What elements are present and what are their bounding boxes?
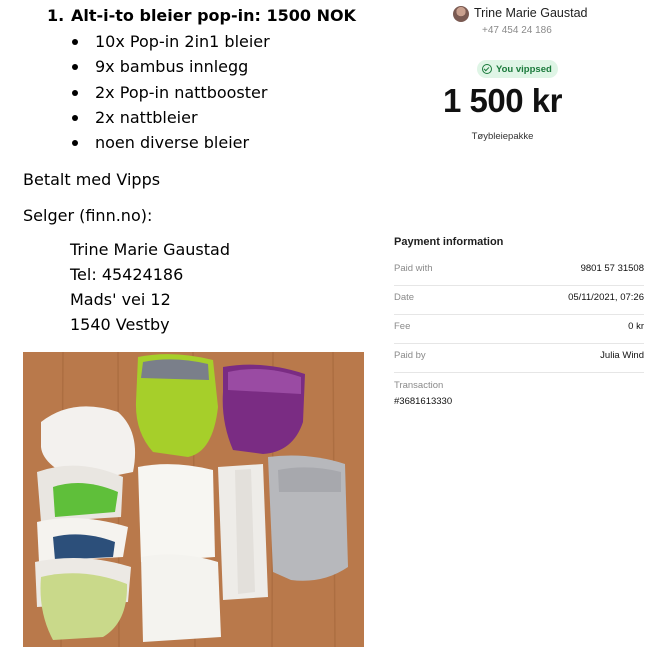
avatar: [453, 6, 469, 22]
bullet-item: noen diverse bleier: [72, 133, 270, 158]
check-circle-icon: [482, 64, 492, 74]
row-value: 05/11/2021, 07:26: [568, 292, 644, 303]
item-number: 1.: [47, 6, 65, 25]
transaction-info: [394, 380, 452, 407]
row-label: Fee: [394, 321, 411, 332]
payment-message: Tøybleiepakke: [471, 131, 534, 142]
row-value: 9801 57 31508: [580, 263, 644, 274]
row-label: Paid with: [394, 263, 433, 274]
payment-info-row: [394, 286, 644, 315]
payment-info-row: [394, 344, 644, 373]
item-heading: [47, 6, 356, 25]
seller-label: Selger (finn.no):: [23, 206, 153, 225]
payment-info-row: [394, 315, 644, 344]
payee-name: Trine Marie Gaustad: [474, 6, 588, 20]
payment-info-row: [394, 257, 644, 286]
status-badge: [477, 60, 558, 78]
item-title: Alt-i-to bleier pop-in: 1500 NOK: [71, 6, 356, 25]
seller-address-line: Tel: 45424186: [70, 265, 184, 284]
bullet-item: 2x Pop-in nattbooster: [72, 83, 270, 108]
bullet-item: 10x Pop-in 2in1 bleier: [72, 32, 270, 57]
vipps-receipt: [385, 0, 654, 652]
transaction-value: #3681613330: [394, 396, 453, 407]
payee-phone: +47 454 24 186: [482, 25, 552, 36]
bullet-item: 2x nattbleier: [72, 108, 270, 133]
paid-with-text: Betalt med Vipps: [23, 170, 161, 189]
seller-address-line: Mads' vei 12: [70, 290, 171, 309]
payment-info-title: Payment information: [394, 236, 504, 248]
seller-address: [70, 240, 230, 340]
row-value: 0 kr: [628, 321, 644, 332]
bullet-item: 9x bambus innlegg: [72, 57, 270, 82]
row-value: Julia Wind: [600, 350, 644, 361]
row-label: Paid by: [394, 350, 426, 361]
item-bullet-list: [72, 32, 270, 158]
seller-address-line: Trine Marie Gaustad: [70, 240, 230, 259]
status-badge-label: You vippsed: [496, 63, 552, 75]
transaction-label: Transaction: [394, 380, 444, 391]
payment-amount: 1 500 kr: [443, 82, 562, 119]
row-label: Date: [394, 292, 415, 303]
diaper-photo: [23, 352, 364, 647]
seller-address-line: 1540 Vestby: [70, 315, 170, 334]
